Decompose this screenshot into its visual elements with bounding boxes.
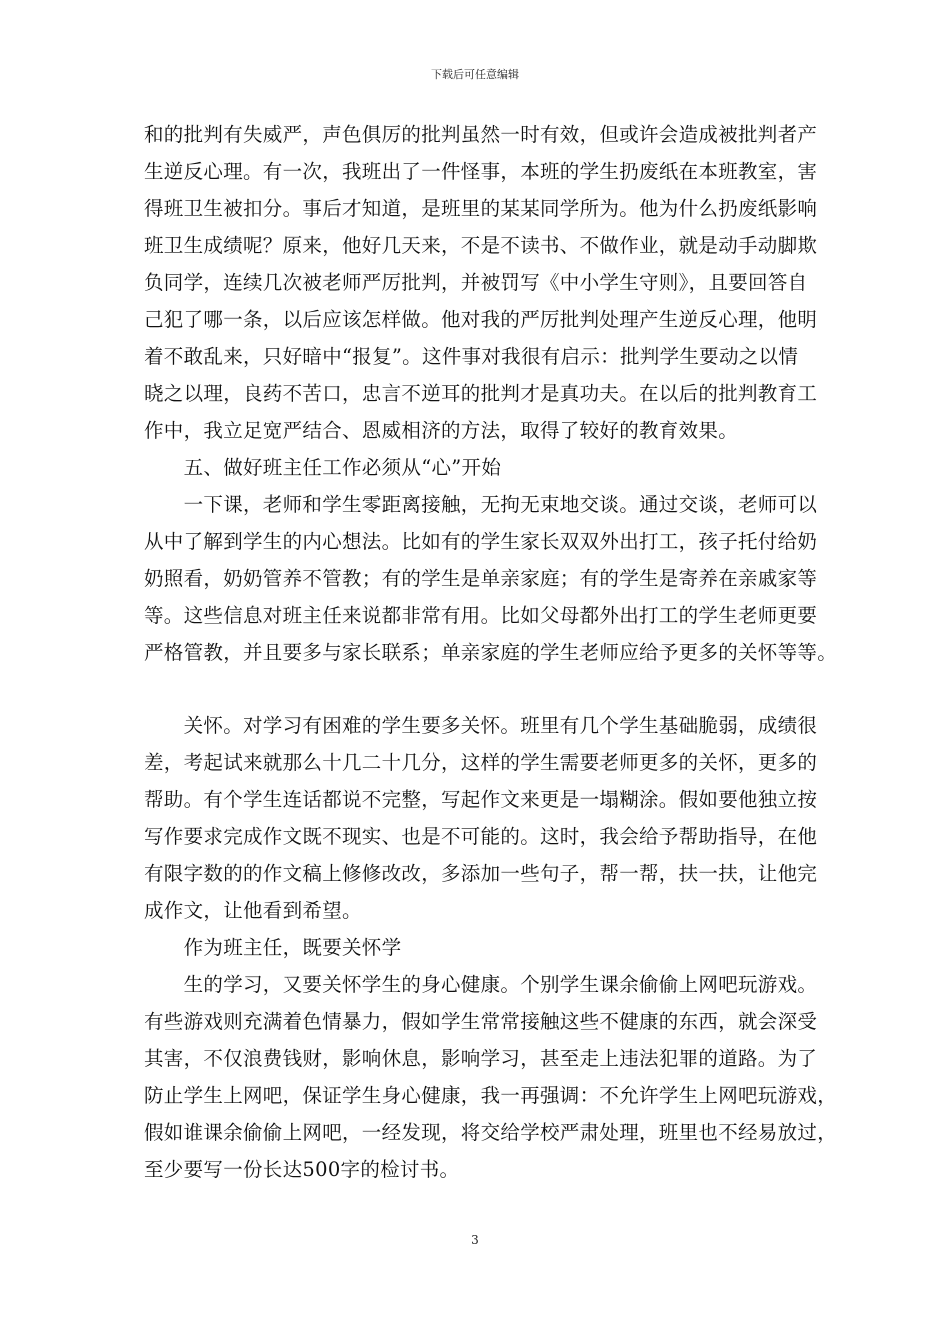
text-line: 严格管教，并且要多与家长联系；单亲家庭的学生老师应给予更多的关怀等等。 — [144, 641, 838, 664]
text-line: 其害，不仅浪费钱财，影响休息，影响学习，甚至走上违法犯罪的道路。为了 — [144, 1047, 818, 1070]
text-line: 有限字数的的作文稿上修修改改，多添加一些句子，帮一帮，扶一扶，让他完 — [144, 862, 818, 885]
text-line: 关怀。对学习有困难的学生要多关怀。班里有几个学生基础脆弱，成绩很 — [144, 714, 818, 737]
text-line: 作中，我立足宽严结合、恩威相济的方法，取得了较好的教育效果。 — [144, 419, 739, 442]
text-line: 班卫生成绩呢？原来，他好几天来，不是不读书、不做作业，就是动手动脚欺 — [144, 234, 818, 257]
text-line: 至少要写一份长达500字的检讨书。 — [144, 1158, 460, 1181]
text-line: 差，考起试来就那么十几二十几分，这样的学生需要老师更多的关怀，更多的 — [144, 751, 818, 774]
page-number: 3 — [471, 1233, 479, 1247]
paragraph-gap — [144, 671, 824, 707]
text-line: 写作要求完成作文既不现实、也是不可能的。这时，我会给予帮助指导，在他 — [144, 825, 818, 848]
text-line: 一下课，老师和学生零距离接触，无拘无束地交谈。通过交谈，老师可以 — [144, 493, 818, 516]
section-heading: 五、做好班主任工作必须从“心”开始 — [144, 456, 502, 479]
text-line: 等。这些信息对班主任来说都非常有用。比如父母都外出打工的学生老师更要 — [144, 604, 818, 627]
text-line: 晓之以理，良药不苦口，忠言不逆耳的批判才是真功夫。在以后的批判教育工 — [144, 382, 818, 405]
text-line: 从中了解到学生的内心想法。比如有的学生家长双双外出打工，孩子托付给奶 — [144, 530, 818, 553]
text-line: 和的批判有失威严，声色俱厉的批判虽然一时有效，但或许会造成被批判者产 — [144, 123, 818, 146]
text-line: 得班卫生被扣分。事后才知道，是班里的某某同学所为。他为什么扔废纸影响 — [144, 197, 818, 220]
text-line: 假如谁课余偷偷上网吧，一经发现，将交给学校严肃处理，班里也不经易放过， — [144, 1121, 838, 1144]
document-body — [144, 116, 838, 1188]
page-header: 下载后可任意编辑 — [431, 68, 519, 81]
text-line: 奶照看，奶奶管养不管教；有的学生是单亲家庭；有的学生是寄养在亲戚家等 — [144, 567, 818, 590]
text-line: 生逆反心理。有一次，我班出了一件怪事，本班的学生扔废纸在本班教室，害 — [144, 160, 818, 183]
text-line: 着不敢乱来，只好暗中“报复”。这件事对我很有启示：批判学生要动之以情 — [144, 345, 799, 368]
text-line: 有些游戏则充满着色情暴力，假如学生常常接触这些不健康的东西，就会深受 — [144, 1010, 818, 1033]
text-line: 防止学生上网吧，保证学生身心健康，我一再强调：不允许学生上网吧玩游戏， — [144, 1084, 838, 1107]
text-line: 生的学习，又要关怀学生的身心健康。个别学生课余偷偷上网吧玩游戏。 — [144, 973, 818, 996]
text-line: 己犯了哪一条，以后应该怎样做。他对我的严厉批判处理产生逆反心理，他明 — [144, 308, 818, 331]
text-line: 帮助。有个学生连话都说不完整，写起作文来更是一塌糊涂。假如要他独立按 — [144, 788, 818, 811]
text-line: 负同学，连续几次被老师严厉批判，并被罚写《中小学生守则》，且要回答自 — [144, 271, 808, 294]
text-line: 作为班主任，既要关怀学 — [144, 936, 402, 959]
text-line: 成作文，让他看到希望。 — [144, 899, 362, 922]
